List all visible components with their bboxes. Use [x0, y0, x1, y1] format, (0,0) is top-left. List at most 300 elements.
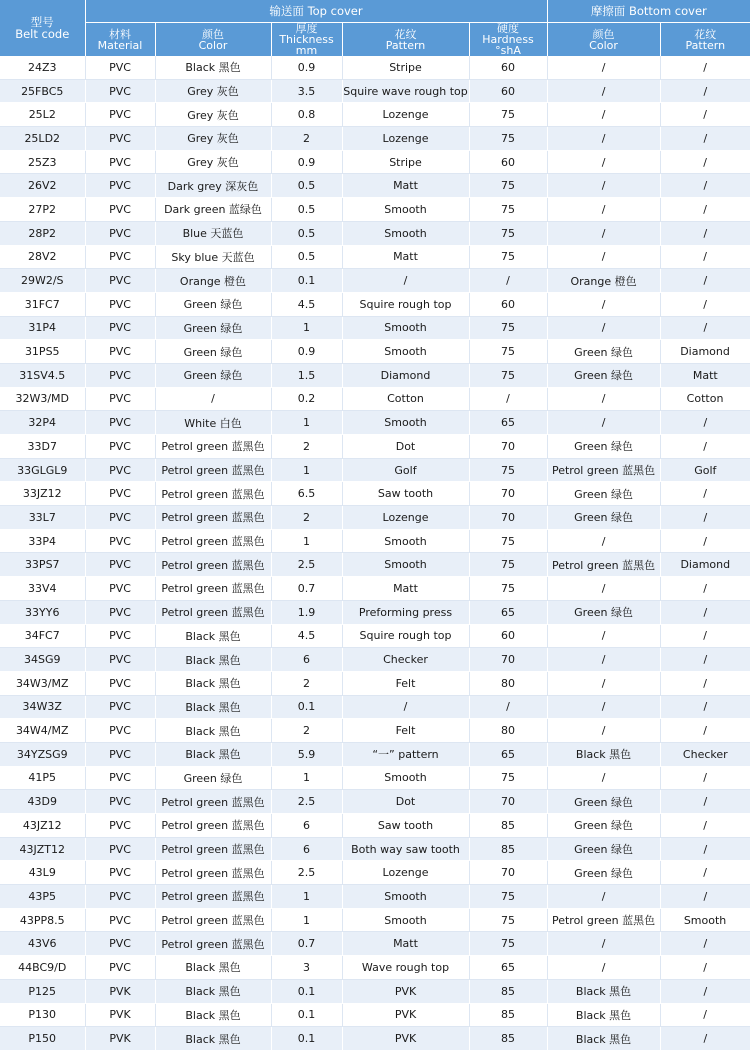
belt-code-cell: 26V2	[0, 174, 85, 198]
hardness-cell: 70	[469, 482, 547, 506]
material-cell: PVC	[85, 56, 155, 79]
thickness-cell: 1	[271, 316, 342, 340]
hardness-cell: 85	[469, 1003, 547, 1027]
table-row	[0, 695, 750, 719]
material-cell: PVC	[85, 340, 155, 364]
top-color-cell: Black 黑色	[155, 719, 271, 743]
table-row	[0, 837, 750, 861]
belt-code-cell: 32P4	[0, 411, 85, 435]
material-cell: PVC	[85, 387, 155, 411]
hardness-cell: 60	[469, 150, 547, 174]
table-row	[0, 435, 750, 459]
hardness-cell: 80	[469, 671, 547, 695]
bottom-pattern-cell: /	[660, 624, 750, 648]
bottom-color-zh: 颜色	[592, 27, 615, 41]
belt-code-cell: 29W2/S	[0, 269, 85, 293]
belt-code-cell: 33P4	[0, 529, 85, 553]
bottom-pattern-cell: /	[660, 600, 750, 624]
material-cell: PVC	[85, 742, 155, 766]
material-cell: PVC	[85, 482, 155, 506]
thickness-cell: 0.9	[271, 150, 342, 174]
top-pattern-cell: Checker	[342, 648, 469, 672]
bottom-color-cell: Green 绿色	[547, 837, 660, 861]
hardness-cell: 75	[469, 529, 547, 553]
bottom-color-cell: /	[547, 671, 660, 695]
thickness-unit: mm	[295, 44, 318, 56]
material-cell: PVC	[85, 861, 155, 885]
table-row	[0, 766, 750, 790]
belt-code-cell: 31FC7	[0, 292, 85, 316]
top-color-cell: White 白色	[155, 411, 271, 435]
top-color-cell: Black 黑色	[155, 624, 271, 648]
bottom-pattern-cell: /	[660, 529, 750, 553]
top-color-cell: Petrol green 蓝黑色	[155, 600, 271, 624]
thickness-cell: 6	[271, 814, 342, 838]
thickness-cell: 2	[271, 506, 342, 530]
material-cell: PVC	[85, 411, 155, 435]
hardness-cell: 60	[469, 624, 547, 648]
bottom-pattern-cell: /	[660, 506, 750, 530]
table-row	[0, 292, 750, 316]
top-pattern-cell: Stripe	[342, 150, 469, 174]
bottom-pattern-cell: /	[660, 411, 750, 435]
table-row	[0, 150, 750, 174]
top-color-cell: Green 绿色	[155, 766, 271, 790]
table-row	[0, 79, 750, 103]
bottom-pattern-cell: /	[660, 56, 750, 79]
top-pattern-cell: Lozenge	[342, 506, 469, 530]
thickness-cell: 0.5	[271, 245, 342, 269]
table-row	[0, 245, 750, 269]
top-color-cell: Petrol green 蓝黑色	[155, 529, 271, 553]
bottom-color-cell: /	[547, 956, 660, 980]
bottom-pattern-cell: /	[660, 837, 750, 861]
hardness-cell: 85	[469, 837, 547, 861]
bottom-color-cell: Green 绿色	[547, 600, 660, 624]
col-bottom-pattern	[660, 23, 750, 57]
bottom-color-cell: /	[547, 577, 660, 601]
top-color-cell: Petrol green 蓝黑色	[155, 790, 271, 814]
belt-code-cell: 31SV4.5	[0, 363, 85, 387]
top-pattern-cell: Smooth	[342, 221, 469, 245]
material-cell: PVC	[85, 529, 155, 553]
material-cell: PVC	[85, 956, 155, 980]
table-row	[0, 411, 750, 435]
material-cell: PVC	[85, 435, 155, 459]
thickness-cell: 6	[271, 837, 342, 861]
hardness-cell: 60	[469, 292, 547, 316]
hardness-cell: 75	[469, 127, 547, 151]
bottom-color-cell: Green 绿色	[547, 363, 660, 387]
bottom-pattern-en: Pattern	[685, 38, 726, 52]
hardness-cell: 75	[469, 458, 547, 482]
bottom-pattern-cell: /	[660, 269, 750, 293]
top-color-cell: Orange 橙色	[155, 269, 271, 293]
bottom-pattern-cell: Matt	[660, 363, 750, 387]
thickness-cell: 1.5	[271, 363, 342, 387]
bottom-pattern-cell: /	[660, 1027, 750, 1051]
thickness-cell: 0.8	[271, 103, 342, 127]
thickness-cell: 1.9	[271, 600, 342, 624]
thickness-cell: 1	[271, 411, 342, 435]
top-pattern-cell: Diamond	[342, 363, 469, 387]
material-cell: PVC	[85, 198, 155, 222]
top-pattern-cell: Lozenge	[342, 127, 469, 151]
top-color-cell: Grey 灰色	[155, 103, 271, 127]
material-cell: PVC	[85, 600, 155, 624]
bottom-pattern-cell: Checker	[660, 742, 750, 766]
belt-code-cell: 43PP8.5	[0, 908, 85, 932]
top-color-cell: Petrol green 蓝黑色	[155, 482, 271, 506]
hardness-cell: /	[469, 269, 547, 293]
bottom-color-cell: /	[547, 411, 660, 435]
table-row	[0, 648, 750, 672]
material-cell: PVC	[85, 719, 155, 743]
bottom-color-cell: Green 绿色	[547, 861, 660, 885]
material-cell: PVC	[85, 837, 155, 861]
thickness-cell: 1	[271, 458, 342, 482]
bottom-color-cell: Green 绿色	[547, 814, 660, 838]
top-color-cell: Grey 灰色	[155, 79, 271, 103]
table-row	[0, 979, 750, 1003]
thickness-cell: 6.5	[271, 482, 342, 506]
thickness-cell: 0.1	[271, 695, 342, 719]
table-row	[0, 269, 750, 293]
belt-code-cell: 25L2	[0, 103, 85, 127]
bottom-color-cell: /	[547, 127, 660, 151]
belt-code-cell: 33L7	[0, 506, 85, 530]
thickness-cell: 0.1	[271, 1003, 342, 1027]
table-row	[0, 316, 750, 340]
bottom-pattern-cell: /	[660, 790, 750, 814]
bottom-pattern-cell: /	[660, 221, 750, 245]
hardness-unit: °shA	[495, 44, 521, 56]
top-pattern-cell: /	[342, 269, 469, 293]
belt-code-cell: 28P2	[0, 221, 85, 245]
top-pattern-cell: Squire rough top	[342, 292, 469, 316]
top-color-cell: Black 黑色	[155, 671, 271, 695]
thickness-cell: 2	[271, 671, 342, 695]
hardness-cell: 60	[469, 56, 547, 79]
thickness-cell: 0.9	[271, 56, 342, 79]
top-color-cell: Petrol green 蓝黑色	[155, 435, 271, 459]
material-cell: PVC	[85, 221, 155, 245]
thickness-cell: 2	[271, 719, 342, 743]
belt-code-zh: 型号	[30, 15, 54, 29]
belt-code-cell: 43D9	[0, 790, 85, 814]
thickness-cell: 1	[271, 908, 342, 932]
bottom-pattern-cell: Diamond	[660, 340, 750, 364]
bottom-color-cell: Black 黑色	[547, 979, 660, 1003]
thickness-cell: 0.7	[271, 932, 342, 956]
hardness-cell: 75	[469, 340, 547, 364]
hardness-cell: /	[469, 695, 547, 719]
thickness-cell: 2.5	[271, 553, 342, 577]
top-pattern-cell: Smooth	[342, 411, 469, 435]
hardness-cell: 75	[469, 363, 547, 387]
bottom-color-cell: /	[547, 932, 660, 956]
thickness-cell: 0.5	[271, 174, 342, 198]
belt-code-cell: 32W3/MD	[0, 387, 85, 411]
material-cell: PVC	[85, 127, 155, 151]
table-row	[0, 56, 750, 79]
table-row	[0, 814, 750, 838]
thickness-cell: 4.5	[271, 292, 342, 316]
belt-code-cell: 33GLGL9	[0, 458, 85, 482]
col-hardness	[469, 23, 547, 57]
bottom-color-cell: /	[547, 150, 660, 174]
material-cell: PVC	[85, 908, 155, 932]
belt-code-cell: 31PS5	[0, 340, 85, 364]
top-pattern-cell: Stripe	[342, 56, 469, 79]
belt-code-cell: 34W3/MZ	[0, 671, 85, 695]
table-row	[0, 956, 750, 980]
color-zh: 颜色	[202, 27, 224, 41]
top-color-cell: Green 绿色	[155, 340, 271, 364]
bottom-pattern-zh: 花纹	[694, 27, 717, 41]
top-color-cell: Green 绿色	[155, 292, 271, 316]
top-pattern-cell: Dot	[342, 435, 469, 459]
bottom-pattern-cell: Golf	[660, 458, 750, 482]
bottom-color-cell: /	[547, 624, 660, 648]
hardness-cell: 85	[469, 814, 547, 838]
hardness-cell: 75	[469, 316, 547, 340]
thickness-cell: 0.5	[271, 221, 342, 245]
material-cell: PVC	[85, 553, 155, 577]
top-pattern-cell: Smooth	[342, 529, 469, 553]
hardness-cell: 65	[469, 411, 547, 435]
top-pattern-cell: /	[342, 695, 469, 719]
material-cell: PVC	[85, 885, 155, 909]
hardness-cell: 70	[469, 506, 547, 530]
top-color-cell: Petrol green 蓝黑色	[155, 885, 271, 909]
belt-code-cell: 25Z3	[0, 150, 85, 174]
top-color-cell: Black 黑色	[155, 56, 271, 79]
top-color-cell: Black 黑色	[155, 695, 271, 719]
top-color-cell: Petrol green 蓝黑色	[155, 861, 271, 885]
table-row	[0, 742, 750, 766]
thickness-cell: 3	[271, 956, 342, 980]
bottom-pattern-cell: /	[660, 198, 750, 222]
table-row	[0, 885, 750, 909]
belt-code-cell: 31P4	[0, 316, 85, 340]
bottom-color-cell: /	[547, 695, 660, 719]
thickness-cell: 1	[271, 766, 342, 790]
bottom-color-cell: Petrol green 蓝黑色	[547, 908, 660, 932]
pattern-zh: 花纹	[394, 27, 417, 41]
belt-code-cell: 44BC9/D	[0, 956, 85, 980]
belt-code-cell: 34SG9	[0, 648, 85, 672]
table-row	[0, 861, 750, 885]
bottom-pattern-cell: /	[660, 932, 750, 956]
top-color-cell: Dark green 蓝绿色	[155, 198, 271, 222]
bottom-color-cell: Petrol green 蓝黑色	[547, 458, 660, 482]
table-header	[0, 0, 750, 56]
bottom-color-cell: /	[547, 79, 660, 103]
hardness-cell: /	[469, 387, 547, 411]
thickness-cell: 2	[271, 435, 342, 459]
top-pattern-cell: Smooth	[342, 553, 469, 577]
bottom-pattern-cell: /	[660, 695, 750, 719]
bottom-color-cell: Green 绿色	[547, 340, 660, 364]
bottom-pattern-cell: /	[660, 174, 750, 198]
top-pattern-cell: Felt	[342, 671, 469, 695]
top-pattern-cell: “一” pattern	[342, 742, 469, 766]
top-color-cell: Black 黑色	[155, 648, 271, 672]
bottom-color-cell: /	[547, 885, 660, 909]
thickness-cell: 6	[271, 648, 342, 672]
table-row	[0, 482, 750, 506]
col-thickness	[271, 23, 342, 57]
hardness-cell: 75	[469, 908, 547, 932]
hardness-cell: 65	[469, 600, 547, 624]
material-cell: PVK	[85, 1003, 155, 1027]
top-pattern-cell: Matt	[342, 932, 469, 956]
belt-code-cell: 27P2	[0, 198, 85, 222]
table-row	[0, 458, 750, 482]
table-row	[0, 174, 750, 198]
bottom-pattern-cell: /	[660, 648, 750, 672]
hardness-cell: 80	[469, 719, 547, 743]
material-cell: PVC	[85, 174, 155, 198]
top-pattern-cell: Squire wave rough top	[342, 79, 469, 103]
thickness-cell: 5.9	[271, 742, 342, 766]
bottom-color-cell: Black 黑色	[547, 1027, 660, 1051]
bottom-pattern-cell: /	[660, 814, 750, 838]
top-pattern-cell: Smooth	[342, 908, 469, 932]
hardness-cell: 85	[469, 1027, 547, 1051]
table-row	[0, 340, 750, 364]
table-row	[0, 577, 750, 601]
top-pattern-cell: Both way saw tooth	[342, 837, 469, 861]
top-color-cell: Petrol green 蓝黑色	[155, 577, 271, 601]
top-color-cell: Black 黑色	[155, 1003, 271, 1027]
hardness-cell: 75	[469, 932, 547, 956]
thickness-cell: 3.5	[271, 79, 342, 103]
bottom-color-cell: Orange 橙色	[547, 269, 660, 293]
hardness-cell: 75	[469, 198, 547, 222]
hardness-cell: 70	[469, 790, 547, 814]
top-pattern-cell: Matt	[342, 174, 469, 198]
top-pattern-cell: Saw tooth	[342, 814, 469, 838]
top-color-cell: Grey 灰色	[155, 127, 271, 151]
hardness-zh: 硬度	[497, 22, 520, 35]
belt-code-cell: 43L9	[0, 861, 85, 885]
material-cell: PVK	[85, 1027, 155, 1051]
material-cell: PVC	[85, 150, 155, 174]
belt-code-cell: 43V6	[0, 932, 85, 956]
bottom-color-cell: Green 绿色	[547, 506, 660, 530]
top-color-cell: Black 黑色	[155, 956, 271, 980]
thickness-zh: 厚度	[295, 22, 318, 35]
table-row	[0, 932, 750, 956]
hardness-cell: 75	[469, 553, 547, 577]
bottom-color-en: Color	[589, 38, 618, 52]
material-cell: PVC	[85, 790, 155, 814]
material-cell: PVK	[85, 979, 155, 1003]
top-color-cell: Petrol green 蓝黑色	[155, 458, 271, 482]
top-pattern-cell: PVK	[342, 979, 469, 1003]
material-cell: PVC	[85, 577, 155, 601]
hardness-cell: 85	[469, 979, 547, 1003]
top-pattern-cell: Saw tooth	[342, 482, 469, 506]
thickness-cell: 1	[271, 885, 342, 909]
material-cell: PVC	[85, 814, 155, 838]
bottom-pattern-cell: /	[660, 482, 750, 506]
belt-code-cell: 43P5	[0, 885, 85, 909]
belt-code-cell: 25FBC5	[0, 79, 85, 103]
material-cell: PVC	[85, 316, 155, 340]
bottom-pattern-cell: /	[660, 79, 750, 103]
material-cell: PVC	[85, 269, 155, 293]
hardness-cell: 75	[469, 577, 547, 601]
top-pattern-cell: Squire rough top	[342, 624, 469, 648]
hardness-cell: 70	[469, 435, 547, 459]
bottom-pattern-cell: /	[660, 719, 750, 743]
belt-code-cell: 24Z3	[0, 56, 85, 79]
hardness-cell: 75	[469, 245, 547, 269]
material-zh: 材料	[109, 27, 131, 41]
top-pattern-cell: Matt	[342, 245, 469, 269]
thickness-cell: 0.9	[271, 340, 342, 364]
thickness-cell: 2.5	[271, 861, 342, 885]
table-row	[0, 198, 750, 222]
bottom-color-cell: /	[547, 766, 660, 790]
top-pattern-cell: Cotton	[342, 387, 469, 411]
belt-code-cell: 25LD2	[0, 127, 85, 151]
belt-code-cell: 43JZ12	[0, 814, 85, 838]
top-pattern-cell: Smooth	[342, 316, 469, 340]
bottom-pattern-cell: /	[660, 150, 750, 174]
bottom-pattern-cell: /	[660, 435, 750, 459]
thickness-cell: 2	[271, 127, 342, 151]
belt-code-cell: 34YZSG9	[0, 742, 85, 766]
hardness-cell: 75	[469, 221, 547, 245]
top-color-cell: Black 黑色	[155, 979, 271, 1003]
thickness-cell: 0.7	[271, 577, 342, 601]
bottom-pattern-cell: /	[660, 103, 750, 127]
bottom-pattern-cell: /	[660, 316, 750, 340]
top-pattern-cell: Smooth	[342, 340, 469, 364]
table-body	[0, 56, 750, 1050]
top-pattern-cell: Smooth	[342, 885, 469, 909]
material-cell: PVC	[85, 245, 155, 269]
thickness-en: Thickness	[279, 33, 334, 46]
table-row	[0, 506, 750, 530]
top-color-cell: Green 绿色	[155, 316, 271, 340]
table-row	[0, 1027, 750, 1051]
table-row	[0, 127, 750, 151]
bottom-pattern-cell: /	[660, 671, 750, 695]
material-cell: PVC	[85, 695, 155, 719]
belt-code-en: Belt code	[15, 27, 70, 41]
bottom-pattern-cell: /	[660, 127, 750, 151]
belt-code-cell: P125	[0, 979, 85, 1003]
table-row	[0, 790, 750, 814]
bottom-color-cell: /	[547, 221, 660, 245]
bottom-cover-group: 摩擦面 Bottom cover	[547, 0, 750, 23]
table-row	[0, 387, 750, 411]
bottom-color-cell: /	[547, 316, 660, 340]
bottom-pattern-cell: /	[660, 766, 750, 790]
belt-code-cell: 33PS7	[0, 553, 85, 577]
belt-code-cell: 33D7	[0, 435, 85, 459]
belt-code-cell: P130	[0, 1003, 85, 1027]
hardness-en: Hardness	[482, 33, 534, 46]
belt-code-cell: 33V4	[0, 577, 85, 601]
bottom-color-cell: /	[547, 719, 660, 743]
material-en: Material	[97, 38, 143, 52]
